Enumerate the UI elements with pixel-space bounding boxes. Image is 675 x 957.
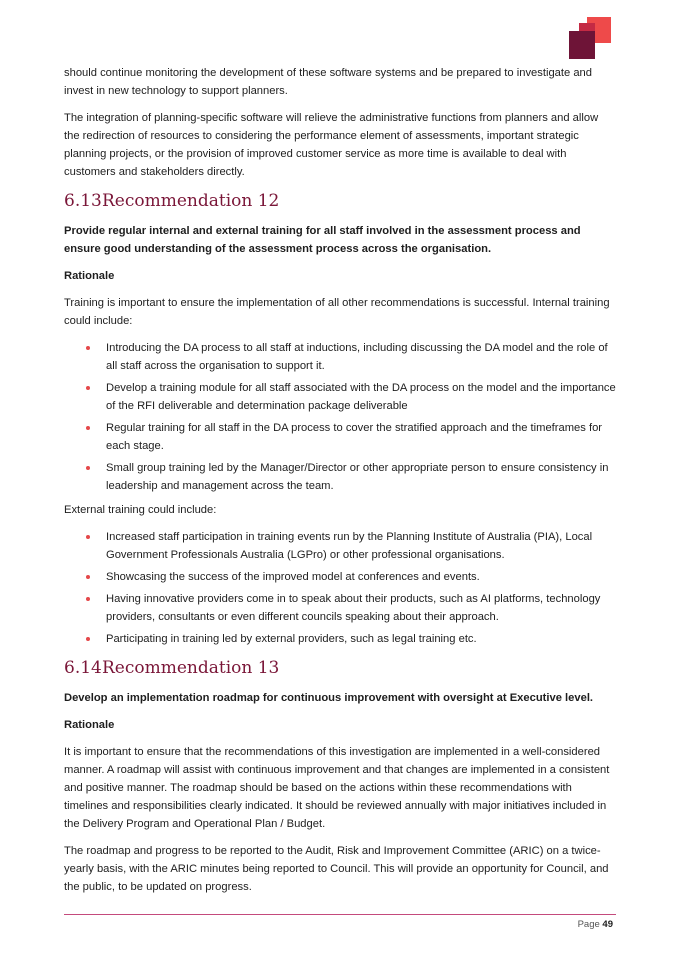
rationale-label: Rationale	[64, 270, 115, 282]
intro-paragraph-2: The integration of planning-specific software will relieve the administrative functions from planners and allow the redirection of resources to considering the performance element of assessments, important strategic planning projects, or the provision of improved customer service as more time is available to deal with customers and stakeholders directly.	[64, 112, 599, 178]
external-training-list	[64, 528, 616, 648]
bullet-icon	[86, 426, 90, 430]
rationale-paragraph: Training is important to ensure the implementation of all other recommendations is successful. Internal training could include:	[64, 297, 610, 327]
list-item: Showcasing the success of the improved model at conferences and events.	[64, 568, 616, 586]
footer-divider	[64, 914, 616, 915]
logo-dark-square	[569, 31, 595, 59]
list-item: Small group training led by the Manager/Director or other appropriate person to ensure consistency in leadership and management across the team.	[64, 459, 616, 495]
section-title: Recommendation 13	[102, 658, 280, 678]
bullet-icon	[86, 597, 90, 601]
external-training-intro: External training could include:	[64, 504, 217, 516]
bullet-icon	[86, 466, 90, 470]
list-item: Regular training for all staff in the DA process to cover the stratified approach and the timeframes for each stage.	[64, 419, 616, 455]
page-label: Page	[577, 919, 600, 930]
list-item: Having innovative providers come in to speak about their products, such as AI platforms, technology providers, consultants or even different councils speaking about their approach.	[64, 590, 616, 626]
recommendation-lead: Provide regular internal and external training for all staff involved in the assessment process and ensure good understanding of the assessment process across the organisation.	[64, 225, 581, 255]
rationale-label: Rationale	[64, 719, 115, 731]
section-title: Recommendation 12	[102, 191, 280, 211]
section-heading-rec13	[64, 657, 616, 679]
list-item: Participating in training led by external providers, such as legal training etc.	[64, 630, 616, 648]
section-number: 6.14	[64, 658, 102, 678]
page-content	[64, 64, 616, 905]
page-number: 49	[602, 919, 613, 930]
intro-paragraph-1: should continue monitoring the development of these software systems and be prepared to investigate and invest in new technology to support planners.	[64, 67, 593, 97]
list-item: Develop a training module for all staff associated with the DA process on the model and the importance of the RFI deliverable and determination package deliverable	[64, 379, 616, 415]
bullet-icon	[86, 637, 90, 641]
page-footer	[578, 919, 613, 930]
recommendation-lead: Develop an implementation roadmap for continuous improvement with oversight at Executive level.	[64, 692, 594, 704]
list-item: Increased staff participation in training events run by the Planning Institute of Australia (PIA), Local Government Professionals Australia (LGPro) or other professional organisations.	[64, 528, 616, 564]
list-item: Introducing the DA process to all staff at inductions, including discussing the DA model and the role of all staff across the organisation to support it.	[64, 339, 616, 375]
rationale-paragraph: It is important to ensure that the recommendations of this investigation are implemented in a well-considered manner. A roadmap will assist with continuous improvement and that changes are implemented in a consistent and positive manner. The roadmap should be based on the actions within these recommendations with timelines and responsibilities clearly indicated. It should be reviewed annually with major initiatives included in the Delivery Program and Operational Plan / Budget.	[64, 746, 610, 830]
bullet-icon	[86, 346, 90, 350]
bullet-icon	[86, 386, 90, 390]
rationale-paragraph: The roadmap and progress to be reported to the Audit, Risk and Improvement Committee (ARIC) on a twice-yearly basis, with the ARIC minutes being reported to Council. This will provide an opportunity for Council, and the public, to be updated on progress.	[64, 845, 609, 893]
section-number: 6.13	[64, 191, 102, 211]
bullet-icon	[86, 535, 90, 539]
council-logo-icon	[567, 15, 613, 61]
section-heading-rec12	[64, 190, 616, 212]
bullet-icon	[86, 575, 90, 579]
internal-training-list	[64, 339, 616, 495]
